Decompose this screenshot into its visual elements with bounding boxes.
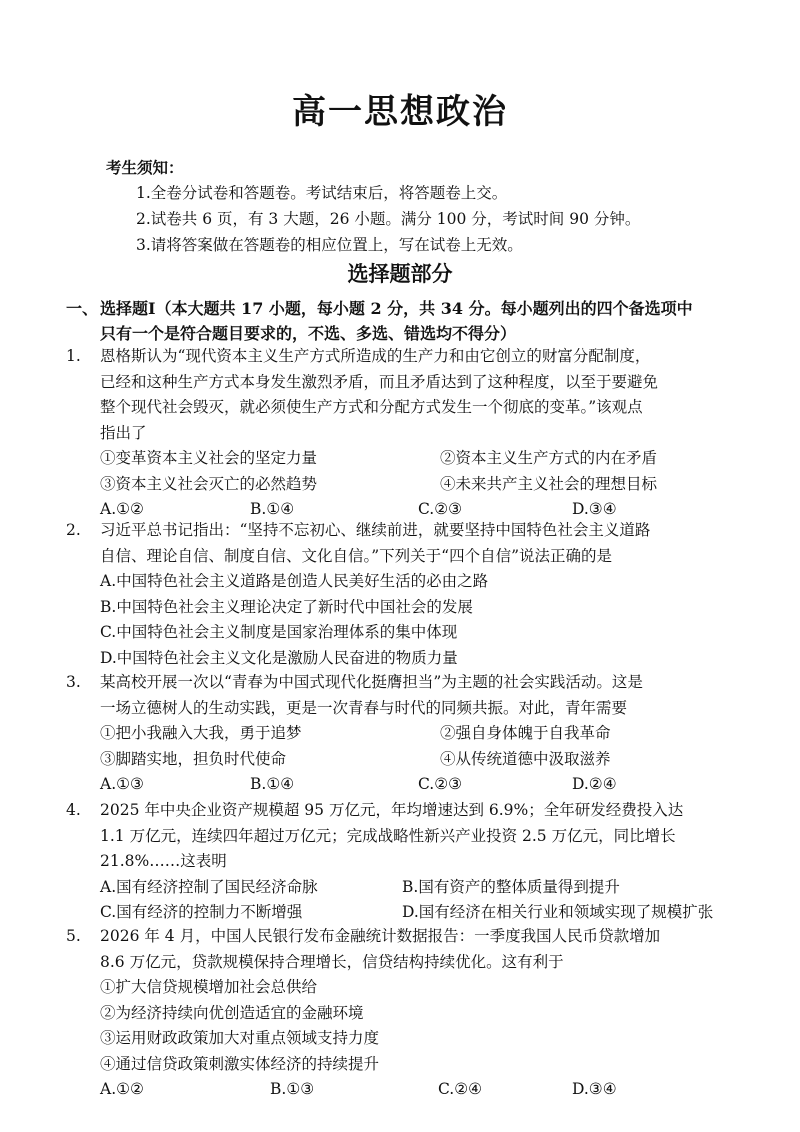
statement: ④从传统道德中汲取滋养	[440, 749, 611, 768]
question-stem-line: 指出了	[100, 423, 147, 442]
question-stem-line: 习近平总书记指出：“坚持不忘初心、继续前进，就要坚持中国特色社会主义道路	[100, 521, 651, 539]
answer-option: B.国有资产的整体质量得到提升	[402, 877, 620, 896]
question-number: 1.	[66, 347, 81, 365]
question-stem-line: 21.8%……这表明	[100, 852, 227, 870]
question-stem-line: 8.6 万亿元，贷款规模保持合理增长，信贷结构持续优化。这有利于	[100, 952, 564, 971]
answer-choice: D.②④	[572, 775, 617, 793]
answer-choice: A.①②	[100, 1080, 144, 1098]
statement: ②资本主义生产方式的内在矛盾	[440, 449, 658, 467]
question-stem-line: 恩格斯认为“现代资本主义生产方式所造成的生产力和由它创立的财富分配制度，	[100, 347, 651, 365]
answer-option: C.国有经济的控制力不断增强	[100, 903, 303, 921]
part-number: 一、	[66, 299, 99, 318]
answer-choice: C.②③	[418, 500, 463, 518]
answer-choice: B.①④	[250, 775, 295, 793]
statement: ①扩大信贷规模增加社会总供给	[100, 978, 318, 996]
statement: ①把小我融入大我，勇于追梦	[100, 724, 302, 742]
question-number: 5.	[66, 927, 81, 945]
question-number: 4.	[66, 801, 81, 819]
answer-choice: B.①④	[250, 500, 295, 518]
answer-choice: D.③④	[572, 1080, 617, 1098]
statement: ③运用财政政策加大对重点领域支持力度	[100, 1029, 380, 1047]
statement: ③资本主义社会灭亡的必然趋势	[100, 474, 318, 493]
statement: ④未来共产主义社会的理想目标	[440, 474, 658, 493]
notice-heading: 考生须知：	[106, 158, 184, 177]
answer-choice: A.①②	[100, 500, 144, 518]
notice-item: 1.全卷分试卷和答题卷。考试结束后，将答题卷上交。	[136, 184, 508, 202]
answer-choice: C.②③	[418, 775, 463, 793]
notice-item: 3.请将答案做在答题卷的相应位置上，写在试卷上无效。	[136, 236, 523, 254]
answer-choice: B.①③	[270, 1080, 315, 1098]
page-title: 高一思想政治	[292, 92, 508, 132]
statement: ②为经济持续向优创造适宜的金融环境	[100, 1003, 364, 1022]
exam-notice	[106, 156, 746, 258]
question-stem-line: 某高校开展一次以“青春为中国式现代化挺膺担当”为主题的社会实践活动。这是	[100, 673, 643, 691]
question-stem-line: 整个现代社会毁灭，就必须使生产方式和分配方式发生一个彻底的变革。”该观点	[100, 398, 643, 416]
answer-choice: A.①③	[100, 775, 144, 793]
question-stem-line: 已经和这种生产方式本身发生激烈矛盾，而且矛盾达到了这种程度，以至于要避免	[100, 372, 659, 391]
statement: ④通过信贷政策刺激实体经济的持续提升	[100, 1054, 380, 1073]
answer-option: C.中国特色社会主义制度是国家治理体系的集中体现	[100, 623, 458, 641]
statement: ②强自身体魄于自我革命	[440, 724, 611, 742]
statement: ①变革资本主义社会的坚定力量	[100, 449, 318, 467]
answer-option: A.中国特色社会主义道路是创造人民美好生活的必由之路	[100, 572, 489, 590]
question-stem-line: 2026 年 4 月，中国人民银行发布金融统计数据报告：一季度我国人民币贷款增加	[100, 927, 661, 945]
answer-option: D.中国特色社会主义文化是激励人民奋进的物质力量	[100, 648, 458, 667]
question-number: 2.	[66, 521, 81, 539]
question-number: 3.	[66, 673, 81, 691]
statement: ③脚踏实地，担负时代使命	[100, 749, 287, 768]
section-title: 选择题部分	[347, 261, 453, 286]
answer-choice: D.③④	[572, 500, 617, 518]
question-stem-line: 一场立德树人的生动实践，更是一次青春与时代的同频共振。对此，青年需要	[100, 698, 628, 717]
answer-choice: C.②④	[438, 1080, 483, 1098]
answer-option: A.国有经济控制了国民经济命脉	[100, 877, 318, 896]
question-stem-line: 自信、理论自信、制度自信、文化自信。”下列关于“四个自信”说法正确的是	[100, 546, 613, 565]
part-instruction-line: 选择题Ⅰ（本大题共 17 小题，每小题 2 分，共 34 分。每小题列出的四个备选项中	[100, 299, 693, 318]
question-stem-line: 2025 年中央企业资产规模超 95 万亿元，年均增速达到 6.9%；全年研发经费投入达	[100, 801, 684, 819]
answer-option: B.中国特色社会主义理论决定了新时代中国社会的发展	[100, 597, 473, 616]
question-stem-line: 1.1 万亿元，连续四年超过万亿元；完成战略性新兴产业投资 2.5 万亿元，同比增长	[100, 826, 676, 845]
answer-option: D.国有经济在相关行业和领域实现了规模扩张	[402, 903, 714, 921]
part-instruction-line: 只有一个是符合题目要求的，不选、多选、错选均不得分）	[100, 324, 517, 343]
notice-item: 2.试卷共 6 页，有 3 大题，26 小题。满分 100 分，考试时间 90 分钟。	[136, 210, 641, 228]
